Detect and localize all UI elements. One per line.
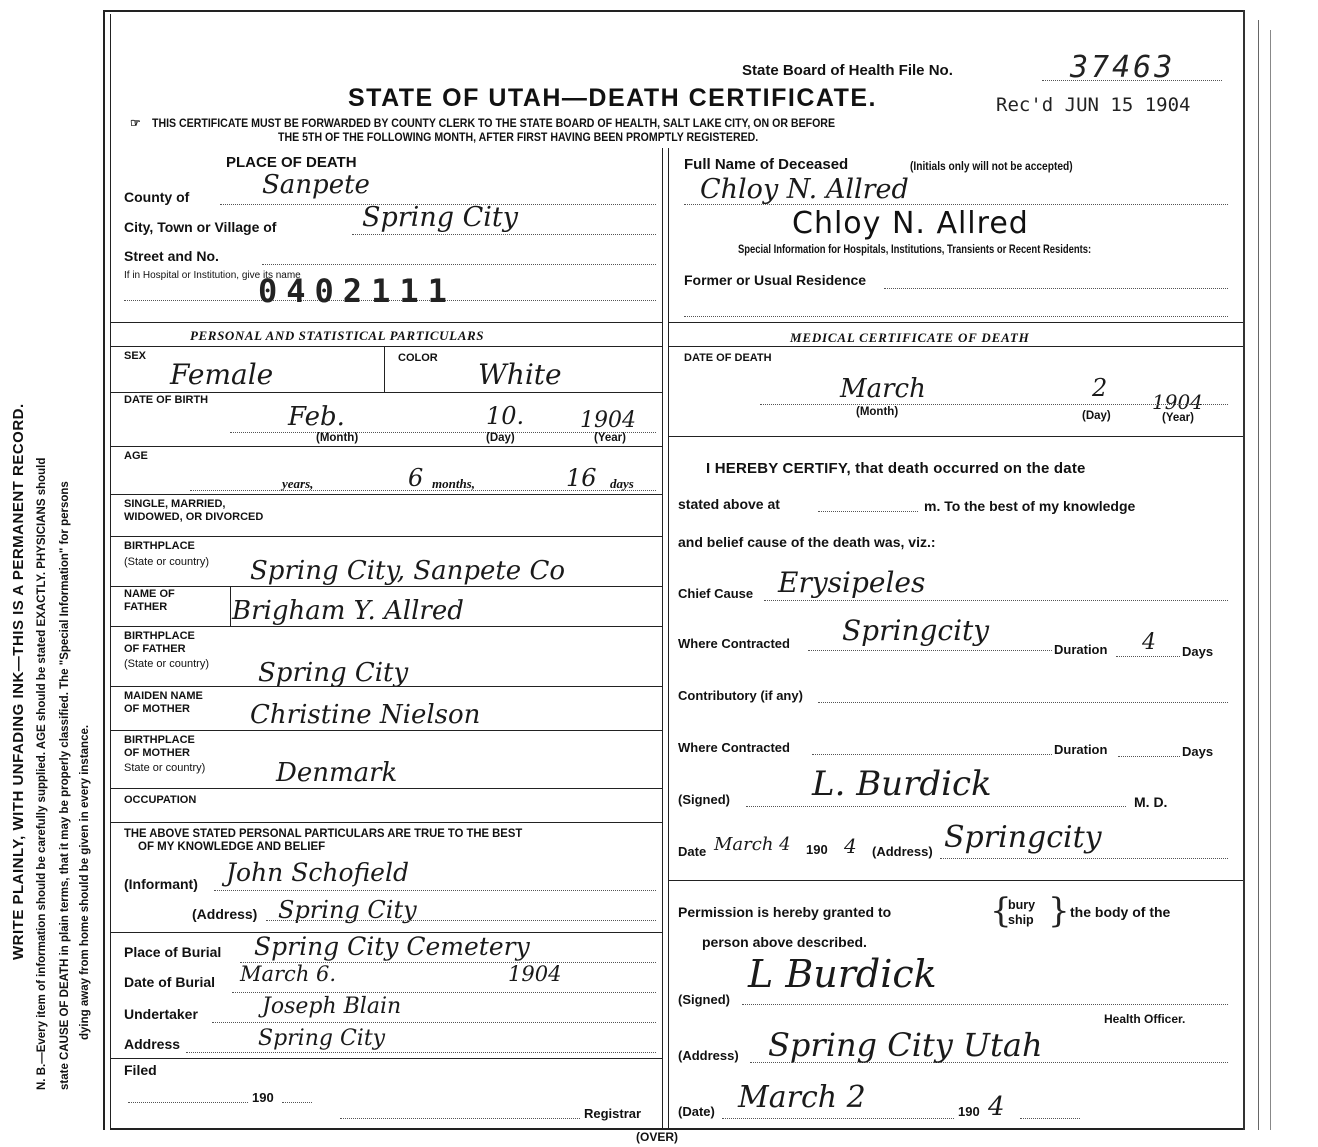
- father-bp-label-2: OF FATHER: [124, 643, 186, 655]
- death-day-caption: (Day): [1082, 410, 1111, 422]
- age-days-value: 16: [566, 464, 597, 492]
- dob-row-rule: [110, 446, 662, 447]
- sex-color-divider: [384, 346, 385, 392]
- inner-border-left: [110, 14, 111, 1130]
- officer-date-year-prefix: 190: [958, 1104, 980, 1119]
- informant-value: John Schofield: [226, 858, 409, 887]
- birthplace-label-1: BIRTHPLACE: [124, 540, 195, 552]
- father-bp-value: Spring City: [258, 658, 409, 688]
- death-month-value: March: [840, 374, 926, 404]
- filed-year-line: [282, 1102, 312, 1103]
- medical-heading: MEDICAL CERTIFICATE OF DEATH: [790, 330, 1030, 345]
- outer-border-left: [103, 10, 105, 1130]
- burial-date-label: Date of Burial: [124, 974, 216, 990]
- md-label: M. D.: [1134, 794, 1168, 810]
- birthplace-label-2: (State or country): [124, 556, 209, 568]
- undertaker-line: [212, 1022, 656, 1023]
- place-of-death-heading: PLACE OF DEATH: [226, 154, 357, 171]
- where-contracted-line: [808, 650, 1052, 651]
- informant-address-value: Spring City: [278, 896, 417, 924]
- special-info-label: Special Information for Hospitals, Institutions, Transients or Recent Residents:: [738, 244, 1092, 256]
- full-name-handwritten: Chloy N. Allred: [700, 174, 909, 205]
- marital-label-2: WIDOWED, OR DIVORCED: [124, 511, 264, 523]
- true-statement-1: THE ABOVE STATED PERSONAL PARTICULARS ARE TRUE TO THE BEST: [124, 828, 523, 840]
- medical-heading-rule: [668, 346, 1243, 347]
- age-days-label: days: [610, 476, 634, 491]
- center-divider-left: [662, 148, 663, 1128]
- street-line: [262, 264, 656, 265]
- file-no-label: State Board of Health File No.: [742, 62, 953, 79]
- page-title: STATE OF UTAH—DEATH CERTIFICATE.: [348, 84, 877, 112]
- nb-note-line-1: N. B.—Every item of information should be carefully supplied. AGE should be stated EXACTLY. PHYSICIANS should: [36, 457, 48, 1090]
- age-months-label: months,: [432, 476, 475, 491]
- mother-bp-value: Denmark: [276, 758, 398, 788]
- sign-date-value: March 4: [714, 834, 791, 855]
- mother-bp-label-2: OF MOTHER: [124, 747, 190, 759]
- sign-date-label: Date: [678, 844, 707, 859]
- full-name-label: Full Name of Deceased: [684, 156, 849, 173]
- filed-year: 190: [252, 1090, 274, 1105]
- burial-address-label: Address: [124, 1036, 181, 1052]
- death-month-caption: (Month): [856, 406, 899, 418]
- officer-address-label: (Address): [678, 1048, 739, 1063]
- sex-value: Female: [170, 358, 274, 391]
- full-name-note: (Initials only will not be accepted): [910, 159, 1073, 173]
- page-edge-right: [1258, 20, 1259, 1130]
- occupation-row-rule: [110, 822, 662, 823]
- permission-text-3: person above described.: [702, 934, 867, 950]
- duration-days-label-2: Days: [1182, 744, 1214, 759]
- father-bp-label-1: BIRTHPLACE: [124, 630, 195, 642]
- burial-date-line: [232, 992, 656, 993]
- over-label: (OVER): [636, 1130, 678, 1144]
- informant-line: [214, 890, 656, 891]
- chief-cause-line: [764, 600, 1228, 601]
- father-label-1: NAME OF: [124, 588, 175, 600]
- brace-open: {: [990, 891, 1012, 931]
- personal-top-rule: [110, 322, 662, 323]
- sign-date-year-suffix: 4: [844, 834, 857, 858]
- certify-line-1: I HEREBY CERTIFY, that death occurred on the date: [706, 460, 1086, 477]
- officer-signature: L Burdick: [748, 952, 937, 996]
- sign-date-year-prefix: 190: [806, 842, 828, 857]
- color-label: COLOR: [398, 352, 438, 364]
- residence-label: Former or Usual Residence: [684, 272, 867, 288]
- pointing-hand-icon: ☞: [130, 116, 141, 130]
- medical-bottom-rule: [668, 880, 1243, 881]
- sign-address-value: Springcity: [944, 820, 1102, 855]
- notice-line-1: THIS CERTIFICATE MUST BE FORWARDED BY COUNTY CLERK TO THE STATE BOARD OF HEALTH, SALT LAKE CITY, ON OR BEFORE: [152, 118, 836, 130]
- undertaker-label: Undertaker: [124, 1006, 198, 1022]
- officer-signed-line: [742, 1004, 1228, 1005]
- mother-label-1: MAIDEN NAME: [124, 690, 203, 702]
- brace-close: }: [1048, 891, 1070, 931]
- officer-date-year-line: [1020, 1118, 1080, 1119]
- duration-line: [1116, 656, 1180, 657]
- outer-border-right: [1243, 10, 1245, 1130]
- ship-option: ship: [1008, 913, 1034, 927]
- physician-signed-line: [746, 806, 1126, 807]
- notice-line-2: THE 5TH OF THE FOLLOWING MONTH, AFTER FIRST HAVING BEEN PROMPTLY REGISTERED.: [278, 132, 759, 144]
- personal-heading: PERSONAL AND STATISTICAL PARTICULARS: [190, 328, 485, 343]
- informant-address-line: [266, 920, 656, 921]
- father-row-rule: [110, 626, 662, 627]
- true-statement-2: OF MY KNOWLEDGE AND BELIEF: [138, 841, 326, 853]
- mother-bp-label-3: State or country): [124, 762, 206, 774]
- certify-time-line: [818, 511, 918, 512]
- where-contracted-line-2: [812, 754, 1052, 755]
- burial-place-value: Spring City Cemetery: [254, 932, 530, 961]
- birthplace-value: Spring City, Sanpete Co: [250, 556, 566, 586]
- where-contracted-value: Springcity: [842, 614, 990, 647]
- death-year-caption: (Year): [1162, 412, 1194, 424]
- sign-address-line: [940, 858, 1228, 859]
- outer-border-top: [103, 10, 1243, 12]
- physician-signature: L. Burdick: [812, 764, 992, 804]
- full-name-line: [684, 204, 1228, 205]
- mother-label-2: OF MOTHER: [124, 703, 190, 715]
- father-divider: [230, 586, 231, 626]
- sex-row-rule: [110, 392, 662, 393]
- city-value: Spring City: [362, 202, 518, 233]
- residence-line-2: [684, 316, 1228, 317]
- officer-address-value: Spring City Utah: [768, 1026, 1043, 1064]
- center-divider-right: [668, 148, 669, 1128]
- permission-text-2: the body of the: [1070, 904, 1171, 920]
- page-edge-right-2: [1270, 30, 1271, 1130]
- officer-date-year-suffix: 4: [988, 1092, 1005, 1122]
- duration-line-2: [1118, 756, 1180, 757]
- hospital-label: If in Hospital or Institution, give its name: [124, 270, 301, 281]
- health-officer-label: Health Officer.: [1104, 1012, 1186, 1026]
- burial-row-rule: [110, 1058, 662, 1059]
- city-line: [352, 234, 656, 235]
- burial-address-value: Spring City: [258, 1026, 386, 1051]
- dob-line: [230, 432, 656, 433]
- color-value: White: [478, 358, 562, 391]
- mother-bp-row-rule: [110, 788, 662, 789]
- father-bp-label-3: (State or country): [124, 658, 209, 670]
- undertaker-value: Joseph Blain: [262, 994, 402, 1019]
- duration-label: Duration: [1054, 642, 1108, 657]
- sign-address-label: (Address): [872, 844, 933, 859]
- death-date-label: DATE OF DEATH: [684, 352, 772, 364]
- registrar-label: Registrar: [584, 1106, 642, 1121]
- dob-month-caption: (Month): [316, 432, 359, 444]
- filed-line: [128, 1102, 248, 1103]
- dob-day-caption: (Day): [486, 432, 515, 444]
- burial-address-line: [186, 1052, 656, 1053]
- received-stamp: Rec'd JUN 15 1904: [996, 94, 1191, 116]
- age-months-value: 6: [408, 464, 424, 492]
- certify-line-3: and belief cause of the death was, viz.:: [678, 534, 936, 550]
- county-label: County of: [124, 189, 190, 205]
- duration-label-2: Duration: [1054, 742, 1108, 757]
- informant-label: (Informant): [124, 876, 198, 892]
- officer-signed-label: (Signed): [678, 992, 730, 1007]
- burial-date-value: March 6.: [240, 962, 337, 986]
- personal-heading-rule: [110, 346, 662, 347]
- certify-line-2a: stated above at: [678, 496, 780, 512]
- where-contracted-label: Where Contracted: [678, 636, 790, 651]
- father-bp-row-rule: [110, 686, 662, 687]
- age-row-rule: [110, 494, 662, 495]
- filed-label: Filed: [124, 1062, 157, 1078]
- death-date-rule: [668, 436, 1243, 437]
- permanent-record-note: WRITE PLAINLY, WITH UNFADING INK—THIS IS A PERMANENT RECORD.: [10, 403, 27, 960]
- contributory-line: [818, 702, 1228, 703]
- contributory-label: Contributory (if any): [678, 688, 803, 703]
- county-value: Sanpete: [262, 170, 370, 200]
- marital-row-rule: [110, 536, 662, 537]
- full-name-printed: Chloy N. Allred: [792, 206, 1029, 241]
- archive-stamp-number: 0402111: [258, 272, 456, 310]
- dob-year-caption: (Year): [594, 432, 626, 444]
- officer-date-label: (Date): [678, 1104, 715, 1119]
- death-year-value: 1904: [1152, 390, 1203, 414]
- officer-date-value: March 2: [738, 1080, 866, 1115]
- mother-row-rule: [110, 730, 662, 731]
- dob-label: DATE OF BIRTH: [124, 394, 209, 406]
- mother-bp-label-1: BIRTHPLACE: [124, 734, 195, 746]
- chief-cause-label: Chief Cause: [678, 586, 754, 601]
- dob-day: 10.: [486, 402, 525, 430]
- birthplace-row-rule: [110, 586, 662, 587]
- medical-top-rule: [668, 322, 1243, 323]
- father-value: Brigham Y. Allred: [232, 596, 464, 626]
- dob-year: 1904: [580, 408, 636, 433]
- age-years-label: years,: [282, 476, 314, 491]
- city-label: City, Town or Village of: [124, 219, 277, 235]
- permission-text-1: Permission is hereby granted to: [678, 904, 892, 920]
- informant-address-label: (Address): [192, 906, 258, 922]
- residence-line: [884, 288, 1228, 289]
- nb-note-line-3: dying away from home should be given in every instance.: [79, 724, 91, 1040]
- burial-place-label: Place of Burial: [124, 944, 222, 960]
- age-label: AGE: [124, 450, 148, 462]
- death-day-value: 2: [1092, 374, 1108, 402]
- where-contracted-label-2: Where Contracted: [678, 740, 790, 755]
- duration-value: 4: [1142, 630, 1156, 655]
- bury-option: bury: [1008, 898, 1036, 912]
- father-label-2: FATHER: [124, 601, 168, 613]
- mother-value: Christine Nielson: [250, 700, 481, 730]
- registrar-line: [340, 1118, 580, 1119]
- physician-signed-label: (Signed): [678, 792, 730, 807]
- burial-date-year: 1904: [508, 962, 562, 986]
- file-no-value: 37463: [1070, 50, 1176, 85]
- duration-days-label: Days: [1182, 644, 1214, 659]
- occupation-label: OCCUPATION: [124, 794, 197, 806]
- officer-address-line: [750, 1062, 1228, 1063]
- sex-label: SEX: [124, 350, 147, 362]
- street-label: Street and No.: [124, 248, 219, 264]
- certify-line-2b: m. To the best of my knowledge: [924, 498, 1136, 514]
- marital-label-1: SINGLE, MARRIED,: [124, 498, 226, 510]
- chief-cause-value: Erysipeles: [778, 566, 926, 599]
- dob-month: Feb.: [288, 402, 345, 432]
- officer-date-line: [722, 1118, 954, 1119]
- nb-note-line-2: state CAUSE OF DEATH in plain terms, that it may be properly classified. The "Special Information" for persons: [59, 481, 71, 1090]
- death-date-line: [760, 404, 1228, 405]
